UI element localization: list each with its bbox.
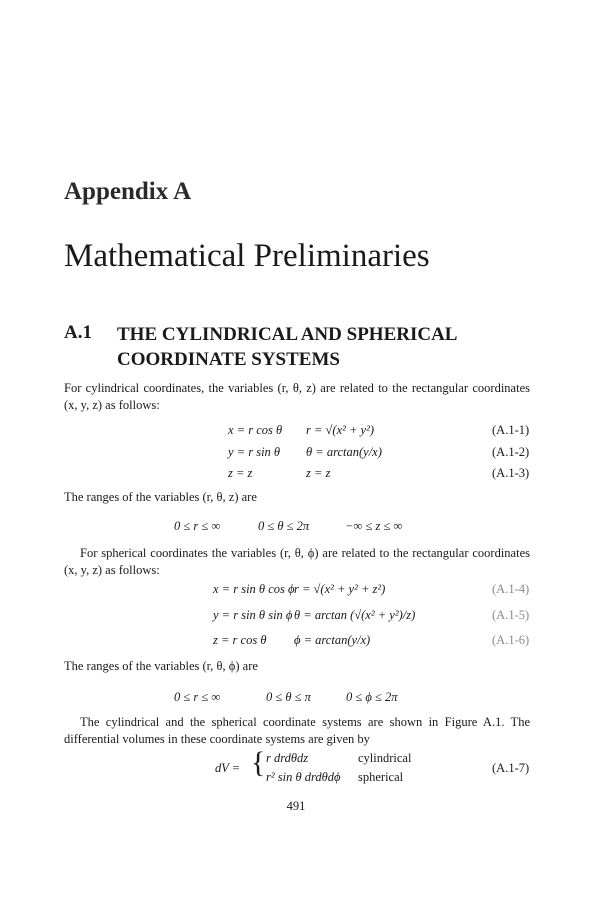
range-cyl-z: −∞ ≤ z ≤ ∞	[345, 519, 403, 533]
eq-sph-4-right: r = √(x² + y² + z²)	[294, 582, 386, 596]
eq-label-a11: (A.1-1)	[492, 423, 530, 437]
eq-cyl-1-left: x = r cos θ	[228, 423, 283, 437]
eq-label-a13: (A.1-3)	[492, 466, 530, 480]
paragraph-differential-volumes: The cylindrical and the spherical coordinate systems are shown in Figure A.1. The differential volumes in these coordinate systems are given by	[64, 715, 530, 746]
eq-cyl-1-right: r = √(x² + y²)	[306, 423, 375, 437]
paragraph-cylindrical-intro: For cylindrical coordinates, the variables (r, θ, z) are related to the rectangular coordinates (x, y, z) as follows:	[64, 381, 530, 412]
eq-label-a14: (A.1-4)	[492, 582, 530, 596]
section-title-line2: COORDINATE SYSTEMS	[117, 349, 340, 370]
eq-sph-4-left: x = r sin θ cos ϕ	[213, 582, 295, 596]
left-brace: {	[251, 746, 266, 779]
eq-cyl-3-left: z = z	[228, 466, 253, 480]
section-title-line1: THE CYLINDRICAL AND SPHERICAL	[117, 324, 458, 345]
eq-label-a15: (A.1-5)	[492, 608, 530, 622]
dv-row1-name: cylindrical	[358, 751, 412, 765]
eq-sph-5-right: θ = arctan (√(x² + y²)/z)	[294, 608, 416, 622]
eq-cyl-2-right: θ = arctan(y/x)	[306, 445, 382, 459]
page-number: 491	[286, 799, 306, 813]
dv-row2-name: spherical	[358, 770, 404, 784]
section-title	[117, 322, 537, 372]
eq-label-a12: (A.1-2)	[492, 445, 530, 459]
range-sph-r: 0 ≤ r ≤ ∞	[174, 690, 221, 704]
eq-label-a17: (A.1-7)	[492, 761, 530, 775]
range-sph-phi: 0 ≤ ϕ ≤ 2π	[346, 690, 398, 704]
range-sph-theta: 0 ≤ θ ≤ π	[266, 690, 311, 704]
eq-label-a16: (A.1-6)	[492, 633, 530, 647]
chapter-title: Mathematical Preliminaries	[64, 238, 430, 274]
appendix-label: Appendix A	[64, 178, 192, 205]
eq-cyl-3-right: z = z	[306, 466, 331, 480]
dv-row2-expr: r² sin θ drdθdϕ	[266, 770, 341, 784]
range-cyl-theta: 0 ≤ θ ≤ 2π	[258, 519, 310, 533]
section-number: A.1	[64, 322, 92, 343]
range-cyl-r: 0 ≤ r ≤ ∞	[174, 519, 221, 533]
paragraph-spherical-ranges: The ranges of the variables (r, θ, ϕ) are	[64, 659, 258, 673]
dv-lhs: dV =	[215, 761, 241, 775]
eq-sph-6-right: ϕ = arctan(y/x)	[294, 633, 371, 647]
eq-cyl-2-left: y = r sin θ	[228, 445, 281, 459]
paragraph-cylindrical-ranges: The ranges of the variables (r, θ, z) are	[64, 490, 257, 504]
dv-row1-expr: r drdθdz	[266, 751, 309, 765]
eq-sph-5-left: y = r sin θ sin ϕ	[213, 608, 293, 622]
eq-sph-6-left: z = r cos θ	[213, 633, 267, 647]
paragraph-spherical-intro: For spherical coordinates the variables (r, θ, ϕ) are related to the rectangular coordinates (x, y, z) as follows:	[64, 546, 530, 577]
